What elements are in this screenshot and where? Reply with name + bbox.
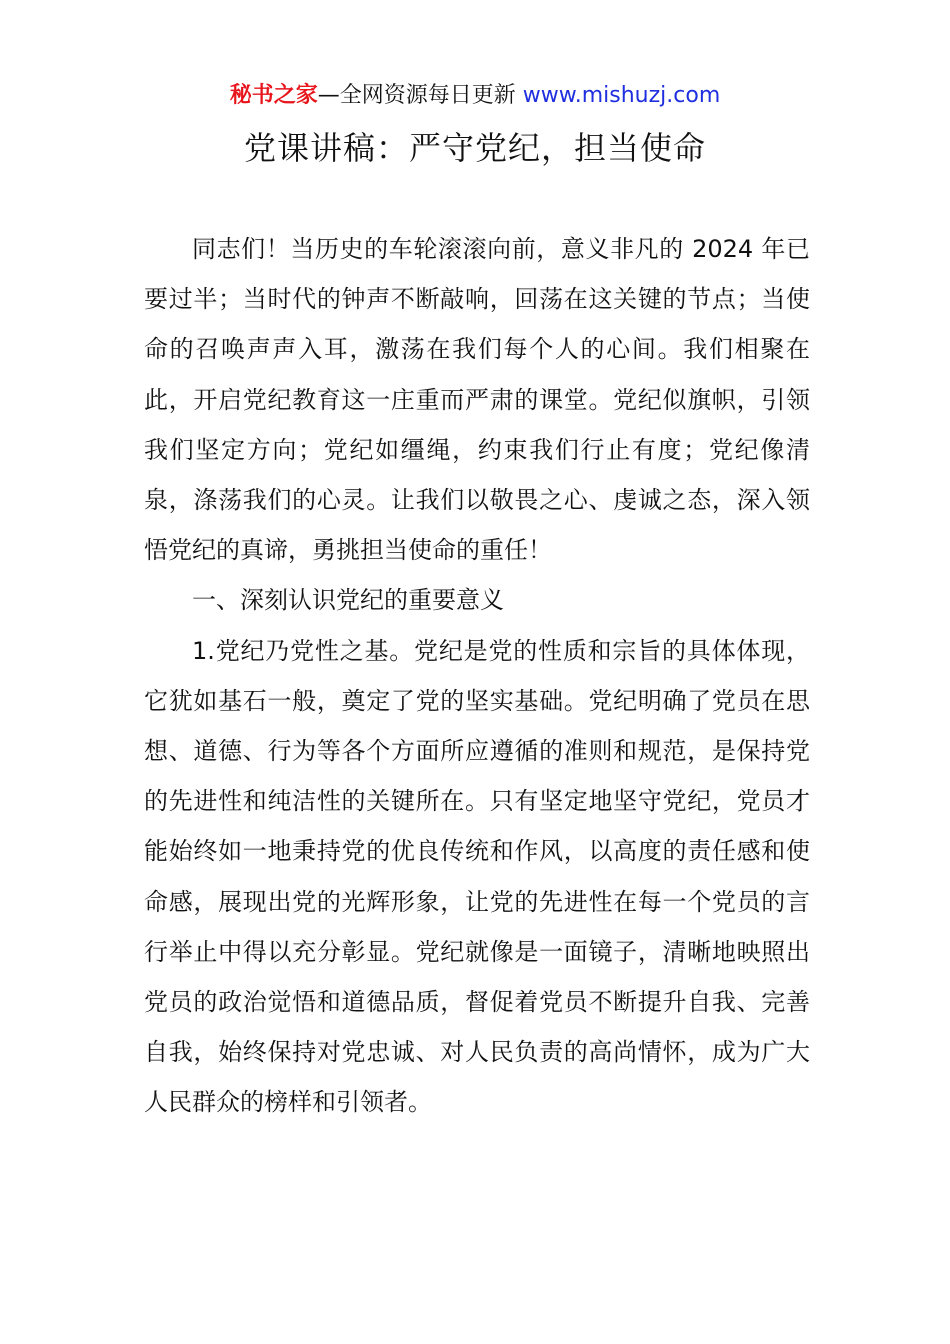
site-url-link[interactable]: www.mishuzj.com xyxy=(522,83,721,108)
site-tagline: —全网资源每日更新 xyxy=(317,83,523,108)
site-header xyxy=(0,80,950,112)
body-paragraph: 1.党纪乃党性之基。党纪是党的性质和宗旨的具体体现，它犹如基石一般，奠定了党的坚实基础。党纪明确了党员在思想、道德、行为等各个方面所应遵循的准则和规范，是保持党的先进性和纯洁性的关键所在。只有坚定地坚守党纪，党员才能始终如一地秉持党的优良传统和作风，以高度的责任感和使命感，展现出党的光辉形象，让党的先进性在每一个党员的言行举止中得以充分彰显。党纪就像是一面镜子，清晰地映照出党员的政治觉悟和道德品质，督促着党员不断提升自我、完善自我，始终保持对党忠诚、对人民负责的高尚情怀，成为广大人民群众的榜样和引领者。 xyxy=(144,636,810,1117)
brand-name: 秘书之家 xyxy=(229,83,318,108)
section-heading: 一、深刻认识党纪的重要意义 xyxy=(192,586,504,615)
document-title: 党课讲稿：严守党纪，担当使命 xyxy=(243,129,706,167)
document-body xyxy=(144,224,810,1128)
intro-paragraph: 同志们！当历史的车轮滚滚向前，意义非凡的 2024 年已要过半；当时代的钟声不断敲响，回荡在这关键的节点；当使命的召唤声声入耳，激荡在我们每个人的心间。我们相聚在此，开启党纪教育这一庄重而严肃的课堂。党纪似旗帜，引领我们坚定方向；党纪如缰绳，约束我们行止有度；党纪像清泉，涤荡我们的心灵。让我们以敬畏之心、虔诚之态，深入领悟党纪的真谛，勇挑担当使命的重任！ xyxy=(144,235,810,565)
